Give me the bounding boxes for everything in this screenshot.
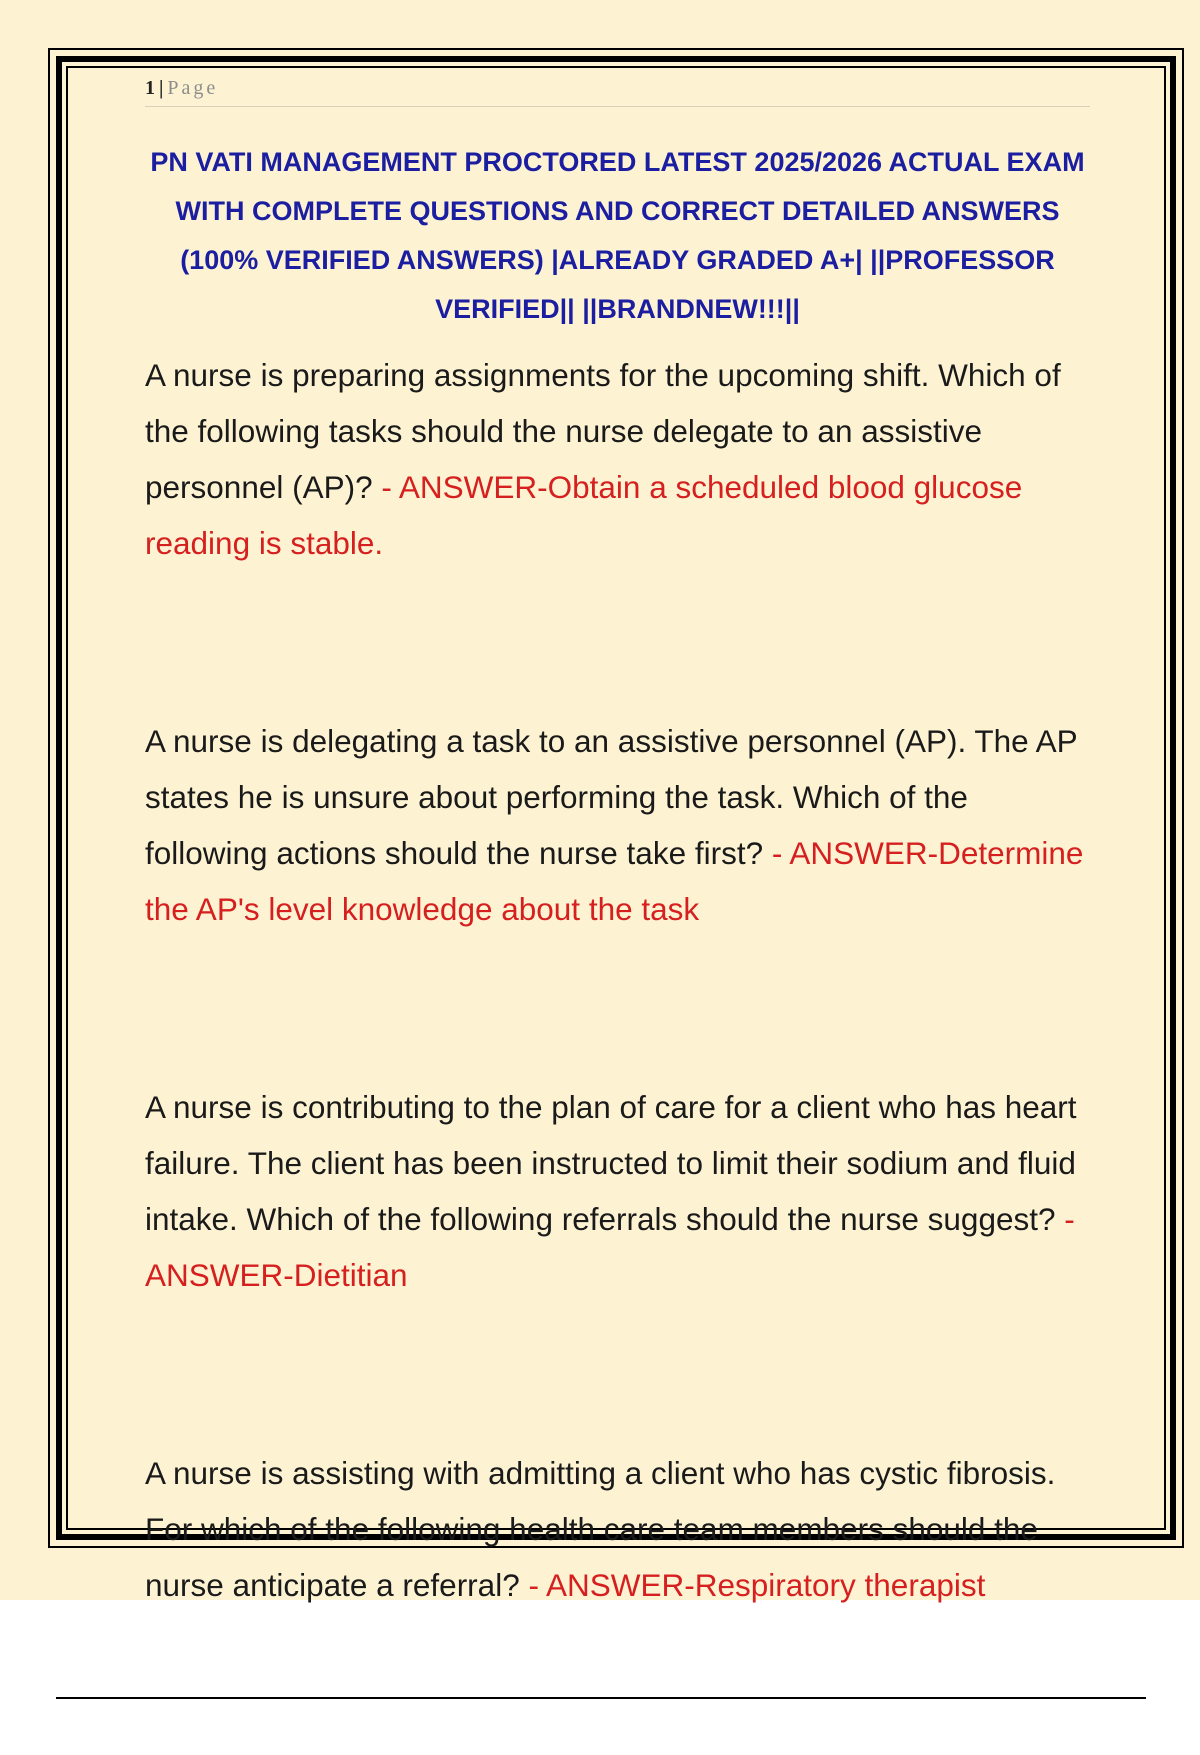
question-text: A nurse is contributing to the plan of care for a client who has heart failure. The client has been instructed to limit their sodium and fluid intake. Which of the following referrals should the nurse suggest? [145, 1089, 1077, 1237]
page-number: 1 [145, 77, 155, 99]
next-page-rule [56, 1697, 1146, 1699]
document-title: PN VATI MANAGEMENT PROCTORED LATEST 2025/2026 ACTUAL EXAM WITH COMPLETE QUESTIONS AND CORRECT DETAILED ANSWERS (100% VERIFIED ANSWERS) |ALREADY GRADED A+| ||PROFESSOR VERIFIED|| ||BRANDNEW!!!|| [150, 147, 1085, 324]
question-text: A nurse is delegating a task to an assistive personnel (AP). The AP states he is unsure about performing the task. Which of the following actions should the nurse take first? [145, 723, 1078, 871]
answer-text: - ANSWER-Respiratory therapist [528, 1567, 986, 1603]
question-text: A nurse is assisting with admitting a client who has cystic fibrosis. For which of the following health care team members should the nurse anticipate a referral? [145, 1455, 1056, 1603]
page-header-separator: | [159, 77, 164, 99]
page-header [145, 74, 1090, 107]
page-label: Page [167, 77, 219, 99]
qa-item [145, 1445, 1090, 1613]
answer-text: - ANSWER-Dietitian [145, 1201, 1075, 1293]
answer-text: - ANSWER-Determine the AP's level knowledge about the task [145, 835, 1084, 927]
qa-item [145, 713, 1090, 937]
qa-item [145, 347, 1090, 571]
question-text: A nurse is preparing assignments for the upcoming shift. Which of the following tasks should the nurse delegate to an assistive personnel (AP)? [145, 357, 1061, 505]
qa-list [145, 347, 1090, 1755]
qa-item [145, 1079, 1090, 1303]
answer-text: - ANSWER-Obtain a scheduled blood glucose reading is stable. [145, 469, 1023, 561]
